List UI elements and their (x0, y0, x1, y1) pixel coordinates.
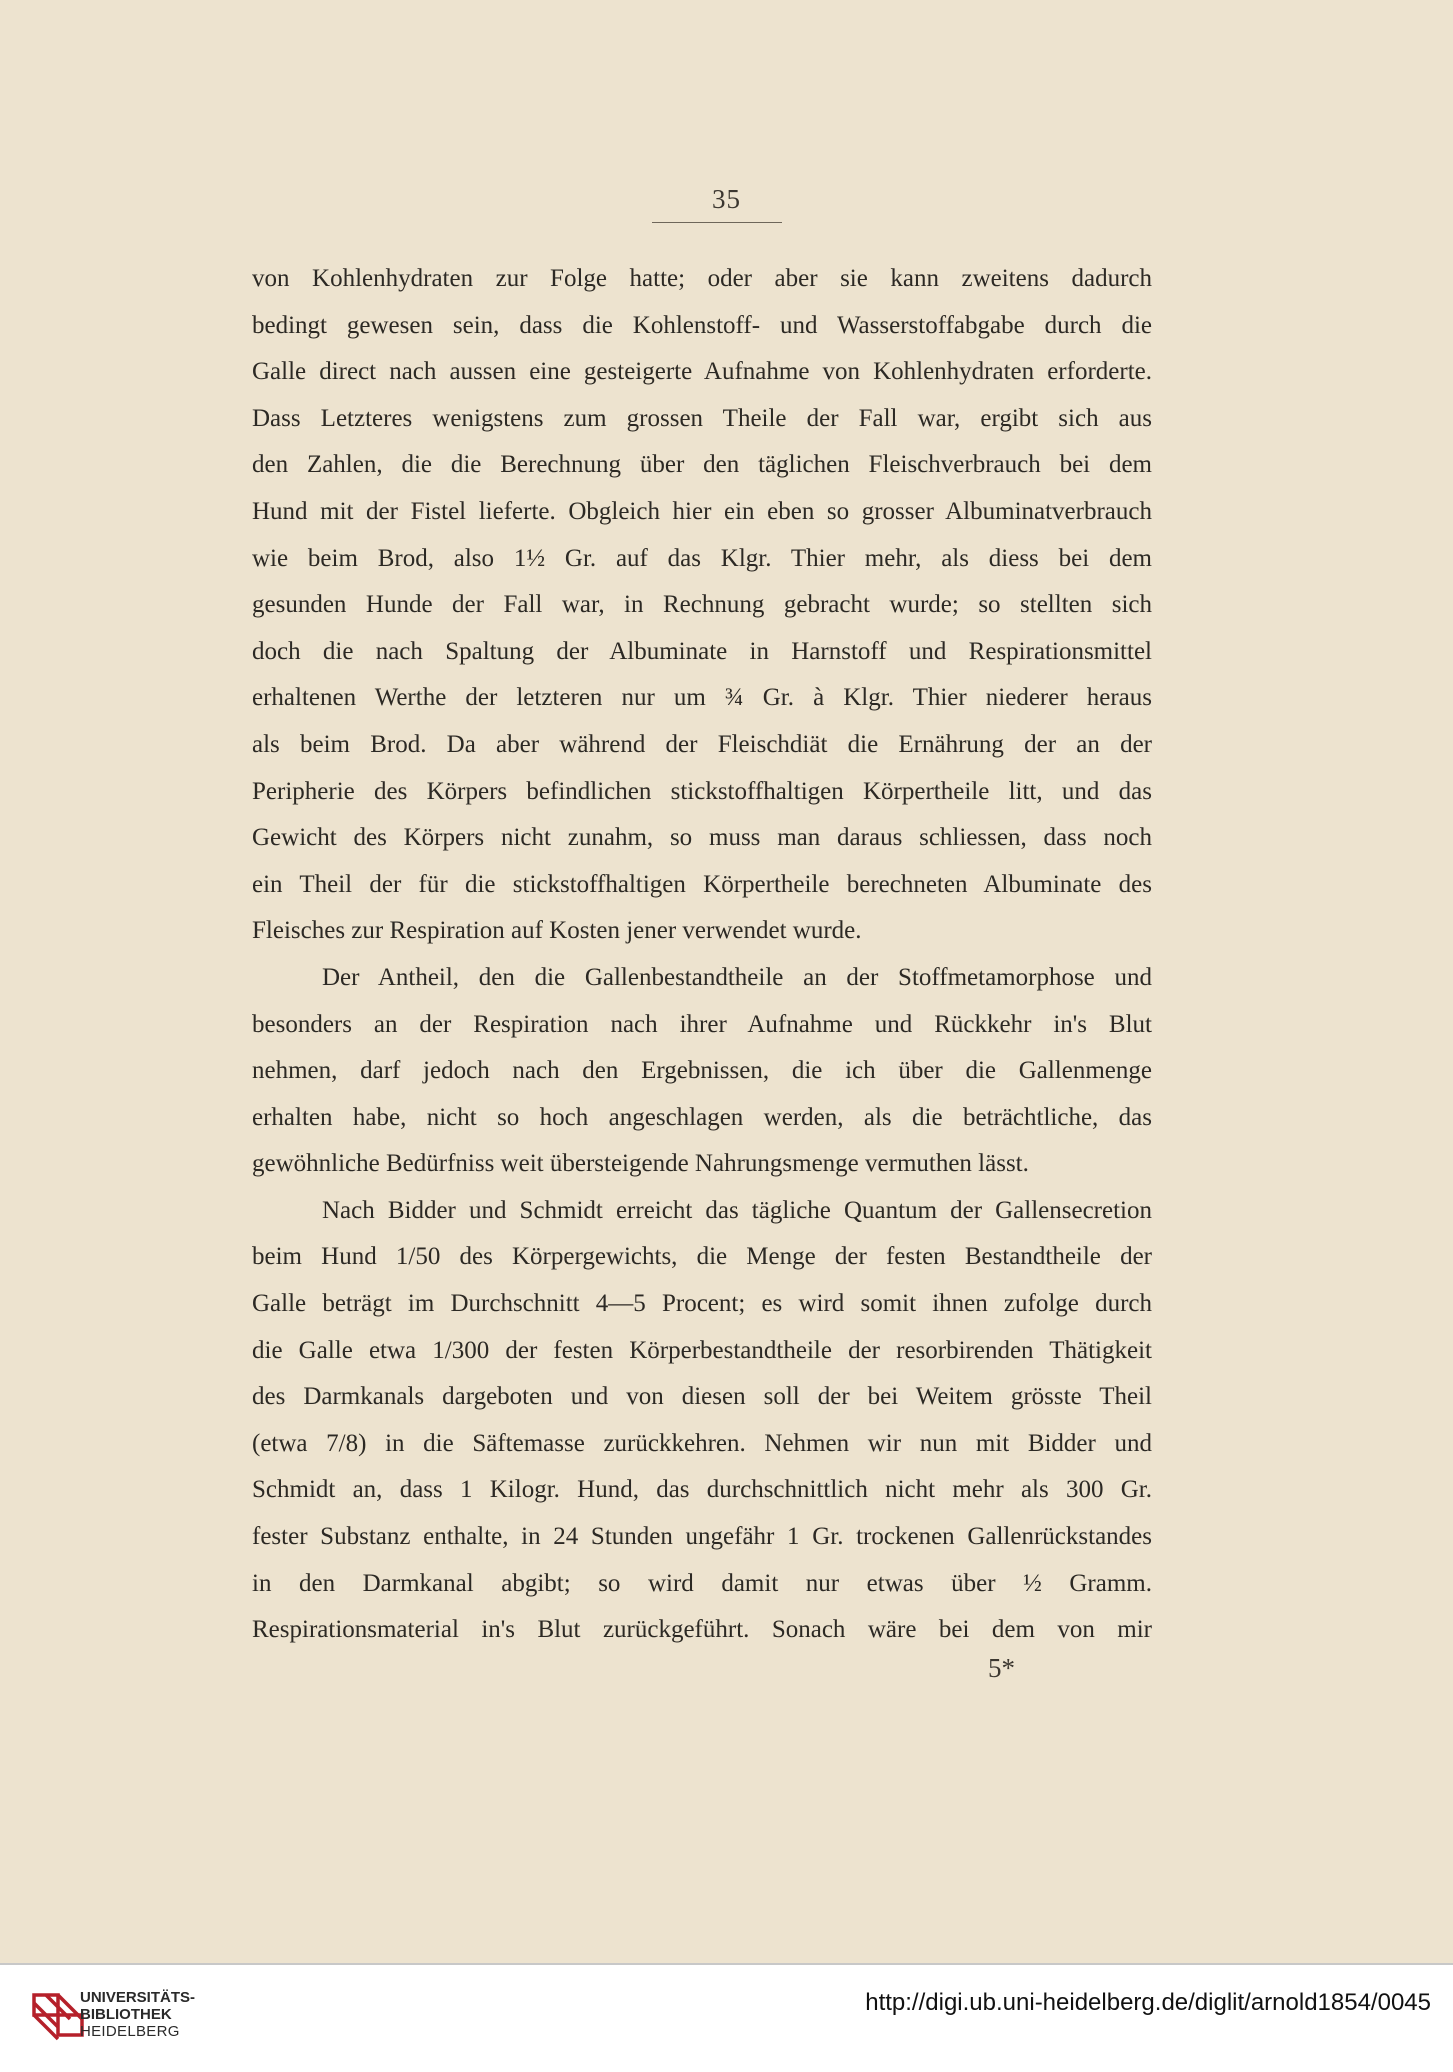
header-rule (652, 222, 782, 223)
text-line: erhaltenen Werthe der letzteren nur um ¾ Gr. à Klgr. Thier niederer heraus (252, 684, 1152, 712)
text-line: gewöhnliche Bedürfniss weit übersteigende Nahrungsmenge vermuthen lässt. (252, 1150, 1029, 1178)
text-line: Gewicht des Körpers nicht zunahm, so muss man daraus schliessen, dass noch (252, 824, 1152, 852)
library-name (80, 1989, 195, 2040)
text-line: Galle direct nach aussen eine gesteigerte Aufnahme von Kohlenhydraten erforderte. (252, 358, 1152, 386)
text-line: Fleisches zur Respiration auf Kosten jener verwendet wurde. (252, 917, 862, 945)
paragraph (252, 955, 1152, 1141)
text-line: Galle beträgt im Durchschnitt 4—5 Procent; es wird somit ihnen zufolge durch (252, 1290, 1152, 1318)
permalink-url[interactable]: http://digi.ub.uni-heidelberg.de/diglit/arnold1854/0045 (865, 1989, 1431, 2016)
text-line: Peripherie des Körpers befindlichen stickstoffhaltigen Körpertheile litt, und das (252, 777, 1152, 805)
text-line: Der Antheil, den die Gallenbestandtheile an der Stoffmetamorphose und (322, 963, 1152, 991)
signature-mark: 5* (988, 1653, 1015, 1683)
text-line: (etwa 7/8) in die Säftemasse zurückkehren. Nehmen wir nun mit Bidder und (252, 1429, 1152, 1457)
page-number: 35 (712, 184, 741, 214)
text-line: gesunden Hunde der Fall war, in Rechnung gebracht wurde; so stellten sich (252, 591, 1152, 619)
text-line: Hund mit der Fistel lieferte. Obgleich hier ein eben so grosser Albuminatverbrauch (252, 497, 1152, 525)
text-line: besonders an der Respiration nach ihrer Aufnahme und Rückkehr in's Blut (252, 1010, 1152, 1038)
text-line: Nach Bidder und Schmidt erreicht das tägliche Quantum der Gallensecretion (322, 1196, 1152, 1224)
text-line: von Kohlenhydraten zur Folge hatte; oder aber sie kann zweitens dadurch (252, 265, 1152, 292)
text-line: die Galle etwa 1/300 der festen Körperbestandtheile der resorbirenden Thätigkeit (252, 1336, 1152, 1364)
text-line: Dass Letzteres wenigstens zum grossen Theile der Fall war, ergibt sich aus (252, 404, 1152, 432)
library-name-line: UNIVERSITÄTS- (80, 1989, 196, 2006)
text-line: beim Hund 1/50 des Körpergewichts, die Menge der festen Bestandtheile der (252, 1243, 1152, 1271)
text-line: wie beim Brod, also 1½ Gr. auf das Klgr. Thier mehr, als diess bei dem (252, 544, 1152, 572)
text-line: den Zahlen, die die Berechnung über den täglichen Fleischverbrauch bei dem (252, 451, 1152, 479)
text-line: Respirationsmaterial in's Blut zurückgeführt. Sonach wäre bei dem von mir (252, 1616, 1152, 1644)
library-name-line: BIBLIOTHEK (80, 2006, 172, 2023)
text-line: bedingt gewesen sein, dass die Kohlenstoff- und Wasserstoffabgabe durch die (252, 311, 1152, 339)
body-text (252, 256, 1152, 1654)
text-line: doch die nach Spaltung der Albuminate in Harnstoff und Respirationsmittel (252, 637, 1152, 665)
text-line: des Darmkanals dargeboten und von diesen soll der bei Weitem grösste Theil (252, 1383, 1152, 1411)
text-line: als beim Brod. Da aber während der Fleischdiät die Ernährung der an der (252, 730, 1152, 758)
library-name-line: HEIDELBERG (80, 2023, 180, 2040)
paragraph (252, 1188, 1152, 1654)
text-line: Schmidt an, dass 1 Kilogr. Hund, das durchschnittlich nicht mehr als 300 Gr. (252, 1476, 1152, 1504)
text-line: ein Theil der für die stickstoffhaltigen Körpertheile berechneten Albuminate des (252, 870, 1152, 898)
text-line: nehmen, darf jedoch nach den Ergebnissen, die ich über die Gallenmenge (252, 1057, 1152, 1085)
footer-divider (0, 1963, 1453, 1965)
viewer-footer (0, 1963, 1453, 2072)
paragraph-end (252, 1141, 1152, 1188)
paragraph-end (252, 908, 1152, 955)
text-line: in den Darmkanal abgibt; so wird damit nur etwas über ½ Gramm. (252, 1569, 1152, 1597)
paragraph (252, 256, 1152, 908)
text-line: fester Substanz enthalte, in 24 Stunden ungefähr 1 Gr. trockenen Gallenrückstandes (252, 1523, 1152, 1551)
text-line: erhalten habe, nicht so hoch angeschlagen werden, als die beträchtliche, das (252, 1103, 1152, 1131)
